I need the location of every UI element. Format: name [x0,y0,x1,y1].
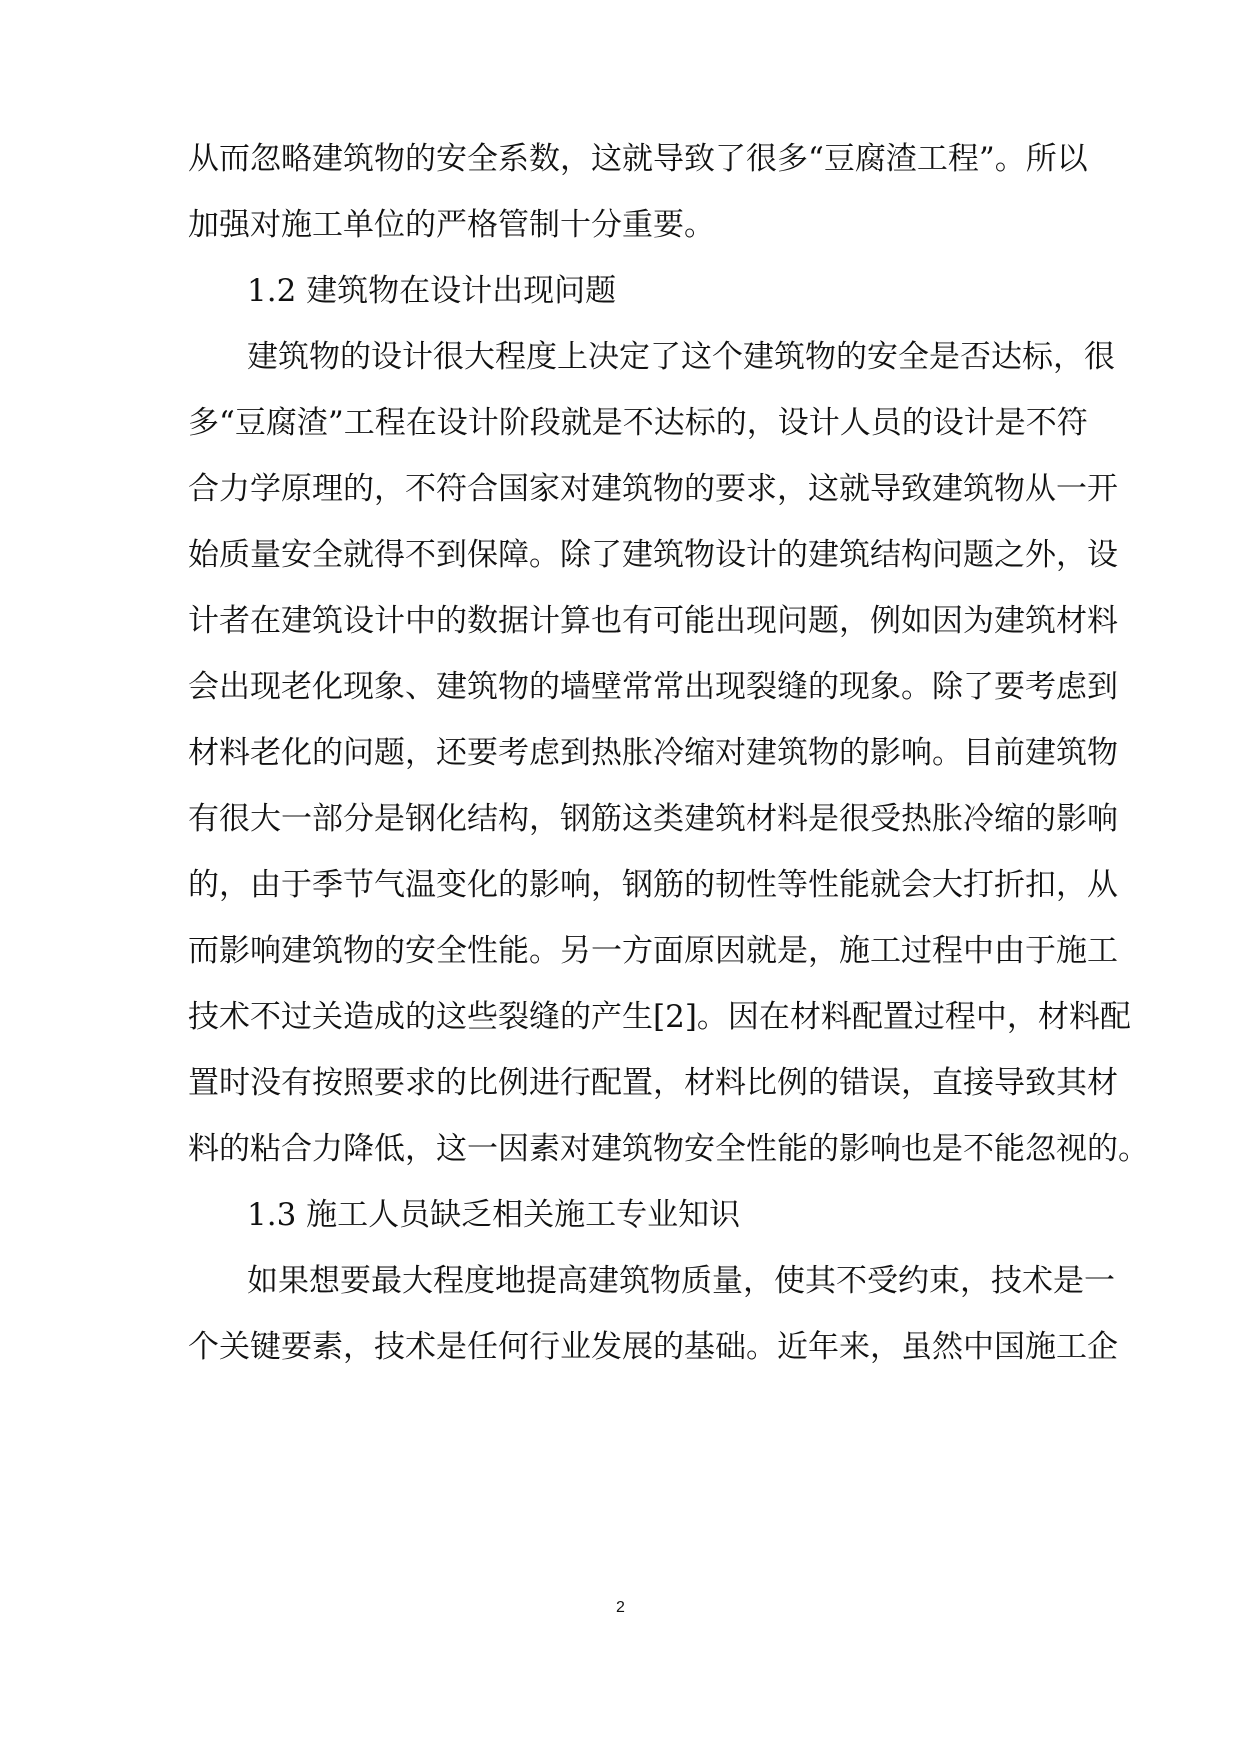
section-heading-1-3: 1.3 施工人员缺乏相关施工专业知识 [247,1197,741,1233]
paragraph-2-line-11: 技术不过关造成的这些裂缝的产生[2]。因在材料配置过程中，材料配 [188,999,1131,1035]
paragraph-3-line-1: 如果想要最大程度地提高建筑物质量，使其不受约束，技术是一 [247,1263,1115,1299]
paragraph-2-line-6: 会出现老化现象、建筑物的墙壁常常出现裂缝的现象。除了要考虑到 [188,669,1118,705]
paragraph-2-line-3: 合力学原理的，不符合国家对建筑物的要求，这就导致建筑物从一开 [188,471,1118,507]
page-number: 2 [616,1599,625,1616]
paragraph-2-line-12: 置时没有按照要求的比例进行配置，材料比例的错误，直接导致其材 [188,1065,1118,1101]
paragraph-2-line-10: 而影响建筑物的安全性能。另一方面原因就是，施工过程中由于施工 [188,933,1118,969]
paragraph-2-line-2: 多“豆腐渣”工程在设计阶段就是不达标的，设计人员的设计是不符 [188,405,1088,441]
paragraph-2-line-7: 材料老化的问题，还要考虑到热胀冷缩对建筑物的影响。目前建筑物 [188,735,1118,771]
paragraph-3-line-2: 个关键要素，技术是任何行业发展的基础。近年来，虽然中国施工企 [188,1329,1118,1365]
paragraph-2-line-4: 始质量安全就得不到保障。除了建筑物设计的建筑结构问题之外，设 [188,537,1118,573]
paragraph-2-line-13: 料的粘合力降低，这一因素对建筑物安全性能的影响也是不能忽视的。 [188,1131,1149,1167]
paragraph-2-line-8: 有很大一部分是钢化结构，钢筋这类建筑材料是很受热胀冷缩的影响 [188,801,1118,837]
paragraph-1-line-2: 加强对施工单位的严格管制十分重要。 [188,207,715,243]
paragraph-2-line-9: 的，由于季节气温变化的影响，钢筋的韧性等性能就会大打折扣，从 [188,867,1118,903]
paragraph-2-line-1: 建筑物的设计很大程度上决定了这个建筑物的安全是否达标，很 [247,339,1115,375]
paragraph-2-line-5: 计者在建筑设计中的数据计算也有可能出现问题，例如因为建筑材料 [188,603,1118,639]
paragraph-1-line-1: 从而忽略建筑物的安全系数，这就导致了很多“豆腐渣工程”。所以 [188,141,1088,177]
section-heading-1-2: 1.2 建筑物在设计出现问题 [247,273,617,309]
